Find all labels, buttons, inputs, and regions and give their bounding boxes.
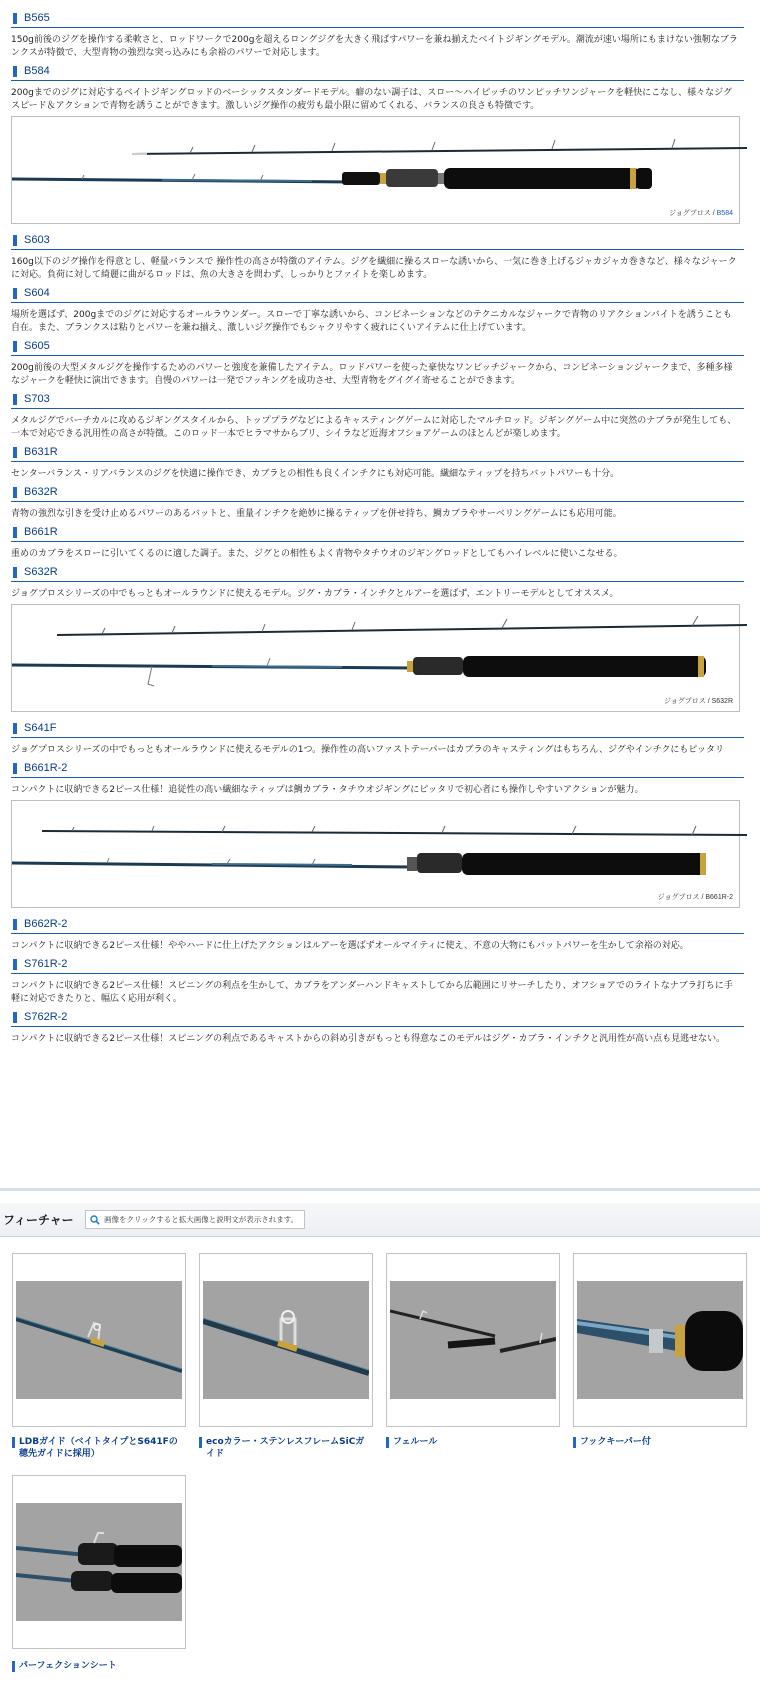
rod-caption [658,892,733,902]
features-title: フィーチャー [3,1213,74,1227]
model-title: S604 [11,285,744,303]
feature-label: パーフェクションシート [12,1660,184,1672]
model-title: S632R [11,564,744,582]
rod-caption-series: ジョグプロス / [657,894,706,901]
features-header [0,1203,760,1237]
model-b661r-2 [0,760,748,908]
magnifier-icon [90,1215,100,1225]
feature-label: フックキーパー付 [573,1436,745,1448]
model-b631r [0,444,748,481]
rod-illustration [12,801,752,907]
model-s603 [0,232,748,282]
rod-illustration [12,117,752,223]
model-title: B661R-2 [11,760,744,778]
feature-photo [16,1503,182,1621]
feature-label: フェルール [386,1436,558,1448]
model-description: 150g前後のジグを操作する柔軟さと、ロッドワークで200gを超えるロングジグを大きく飛ばすパワーを兼ね揃えたベイトジギングモデル。潮流が速い場所にもまけない強靭なブランクスが特徴で、大型青物の強烈な突っ込みにも余裕のパワーで対応します。 [11,35,738,58]
model-title: B631R [11,444,744,462]
feature-photo [577,1281,743,1399]
rod-illustration [12,605,752,711]
model-description: コンパクトに収納できる2ピース仕様！追従性の高い繊細なティップは鯛カブラ・タチウオジギングにピッタリで初心者にも操作しやすいアクションが魅力。 [11,785,644,795]
model-description: ジョグプロスシリーズの中でもっともオールラウンドに使えるモデルの1つ。操作性の高いファストテーパーはカブラのキャスティングはもちろん、ジグやインチクにもピッタリ [11,745,725,755]
features-hint [85,1210,305,1229]
feature-card-ferrule[interactable] [386,1253,560,1427]
model-title: S703 [11,391,744,409]
model-s632r [0,564,748,712]
model-title: B662R-2 [11,916,744,934]
model-title: S762R-2 [11,1009,744,1027]
rod-caption-series: ジョグプロス / [668,210,717,217]
model-title: S603 [11,232,744,250]
model-title: B661R [11,524,744,542]
model-description: 160g以下のジグ操作を得意とし、軽量バランスで 操作性の高さが特徴のアイテム。ジグを繊細に操るスローな誘いから、一気に巻き上げるジャカジャカ巻きなど、様々なジャークに対応。負荷に対して綺麗に曲がるロッドは、魚の大きさを問わず、しっかりとファイトを楽しめます。 [11,257,737,280]
model-description: センターバランス・リアバランスのジグを快適に操作でき、カブラとの相性も良くインチクにも対応可能。繊細なティップを持ちバットパワーも十分。 [11,469,620,479]
model-s703 [0,391,748,441]
model-description: コンパクトに収納できる2ピース仕様！スピニングの利点を生かして、カブラをアンダーハンドキャストしてから広範囲にリサーチしたり、オフショアでのライトなナブラ打ちに手軽に対応できたりと、幅広く応用が利く。 [11,981,733,1004]
rod-caption-model: B661R-2 [705,894,733,901]
rod-caption-series: ジョグプロス / [663,698,712,705]
feature-card-hook-keeper[interactable] [573,1253,747,1427]
model-description: コンパクトに収納できる2ピース仕様！ややハードに仕上げたアクションはルアーを選ばずオールマイティに使え、不意の大物にもバットパワーを生かして余裕の対応。 [11,941,689,951]
feature-card-ldb-guide[interactable] [12,1253,186,1427]
section-divider [0,1188,760,1191]
model-title: B565 [11,10,744,28]
rod-caption [664,696,733,706]
model-title: S605 [11,338,744,356]
model-title: S641F [11,720,744,738]
model-s762r-2 [0,1009,748,1046]
feature-label: LDBガイド（ベイトタイプとS641Fの穂先ガイドに採用） [12,1436,184,1460]
model-b662r-2 [0,916,748,953]
model-title: B584 [11,63,744,81]
feature-photo [16,1281,182,1399]
model-description: 場所を選ばず、200gまでのジグに対応するオールラウンダー。スローで丁寧な誘いから、コンビネーションなどのテクニカルなジャークで青物のリアクションバイトを誘うことも自在。また、ブランクスは粘りとパワーを兼ね揃え、激しいジグ操作でもシャクリやすく疲れにくいアイテムに仕上げています。 [11,310,732,333]
model-b584 [0,63,748,224]
rod-caption-model: S632R [711,698,733,705]
model-description: 重めのカブラをスローに引いてくるのに適した調子。また、ジグとの相性もよく青物やタチウオのジギングロッドとしてもハイレベルに使いこなせる。 [11,549,623,559]
feature-photo [390,1281,556,1399]
model-b632r [0,484,748,521]
model-s605 [0,338,748,388]
feature-photo [203,1281,369,1399]
feature-card-eco-guide[interactable] [199,1253,373,1427]
rod-caption-model: B584 [716,210,733,217]
rod-image[interactable] [11,604,740,712]
model-s641f [0,720,748,757]
model-b661r [0,524,748,561]
model-description: メタルジグでバーチカルに攻めるジギングスタイルから、トッププラグなどによるキャスティングゲームに対応したマルチロッド。ジギングゲーム中に突然のナブラが発生しても、一本で対応できる汎用性の高さが特徴。このロッド一本でヒラマサからブリ、シイラなど近海オフショアゲームのほとんどが楽しめます。 [11,416,737,439]
model-description: ジョグプロスシリーズの中でもっともオールラウンドに使えるモデル。ジグ・カブラ・インチクとルアーを選ばず、エントリーモデルとしてオススメ。 [11,589,619,599]
model-b565 [0,10,748,60]
features-hint-text: 画像をクリックすると拡大画像と説明文が表示されます。 [104,1215,299,1224]
model-s604 [0,285,748,335]
feature-label: ecoカラー・ステンレスフレームSiCガイド [199,1436,371,1460]
model-description: 200gまでのジグに対応するベイトジギングロッドのベーシックスタンダードモデル。癖のない調子は、スロー〜ハイピッチのワンピッチワンジャークを軽快にこなし、様々なジグスピード＆アクションで青物を誘うことができます。激しいジグ操作の疲労も最小限に留めてくれる、バランスの良さも特徴です。 [11,88,732,111]
model-s761r-2 [0,956,748,1006]
rod-image[interactable] [11,116,740,224]
feature-card-perfection-seat[interactable] [12,1475,186,1649]
rod-image[interactable] [11,800,740,908]
model-description: 青物の強烈な引きを受け止めるパワーのあるバットと、重量インチクを絶妙に操るティップを併せ持ち、鯛カブラやサーベリングゲームにも応用可能。 [11,509,622,519]
model-description: 200g前後の大型メタルジグを操作するためのパワーと強度を兼備したアイテム。ロッドパワーを使った豪快なワンピッチジャークから、コンビネーションジャークまで、多種多様なジャークを軽快に演出できます。自慢のパワーは一発でフッキングを成功させ、大型青物をグイグイ寄せることができます。 [11,363,733,386]
model-description: コンパクトに収納できる2ピース仕様！スピニングの利点であるキャストからの斜め引きがもっとも得意なこのモデルはジグ・カブラ・インチクと汎用性が高い点も見逃せない。 [11,1034,726,1044]
model-title: B632R [11,484,744,502]
model-title: S761R-2 [11,956,744,974]
rod-caption [669,208,733,218]
